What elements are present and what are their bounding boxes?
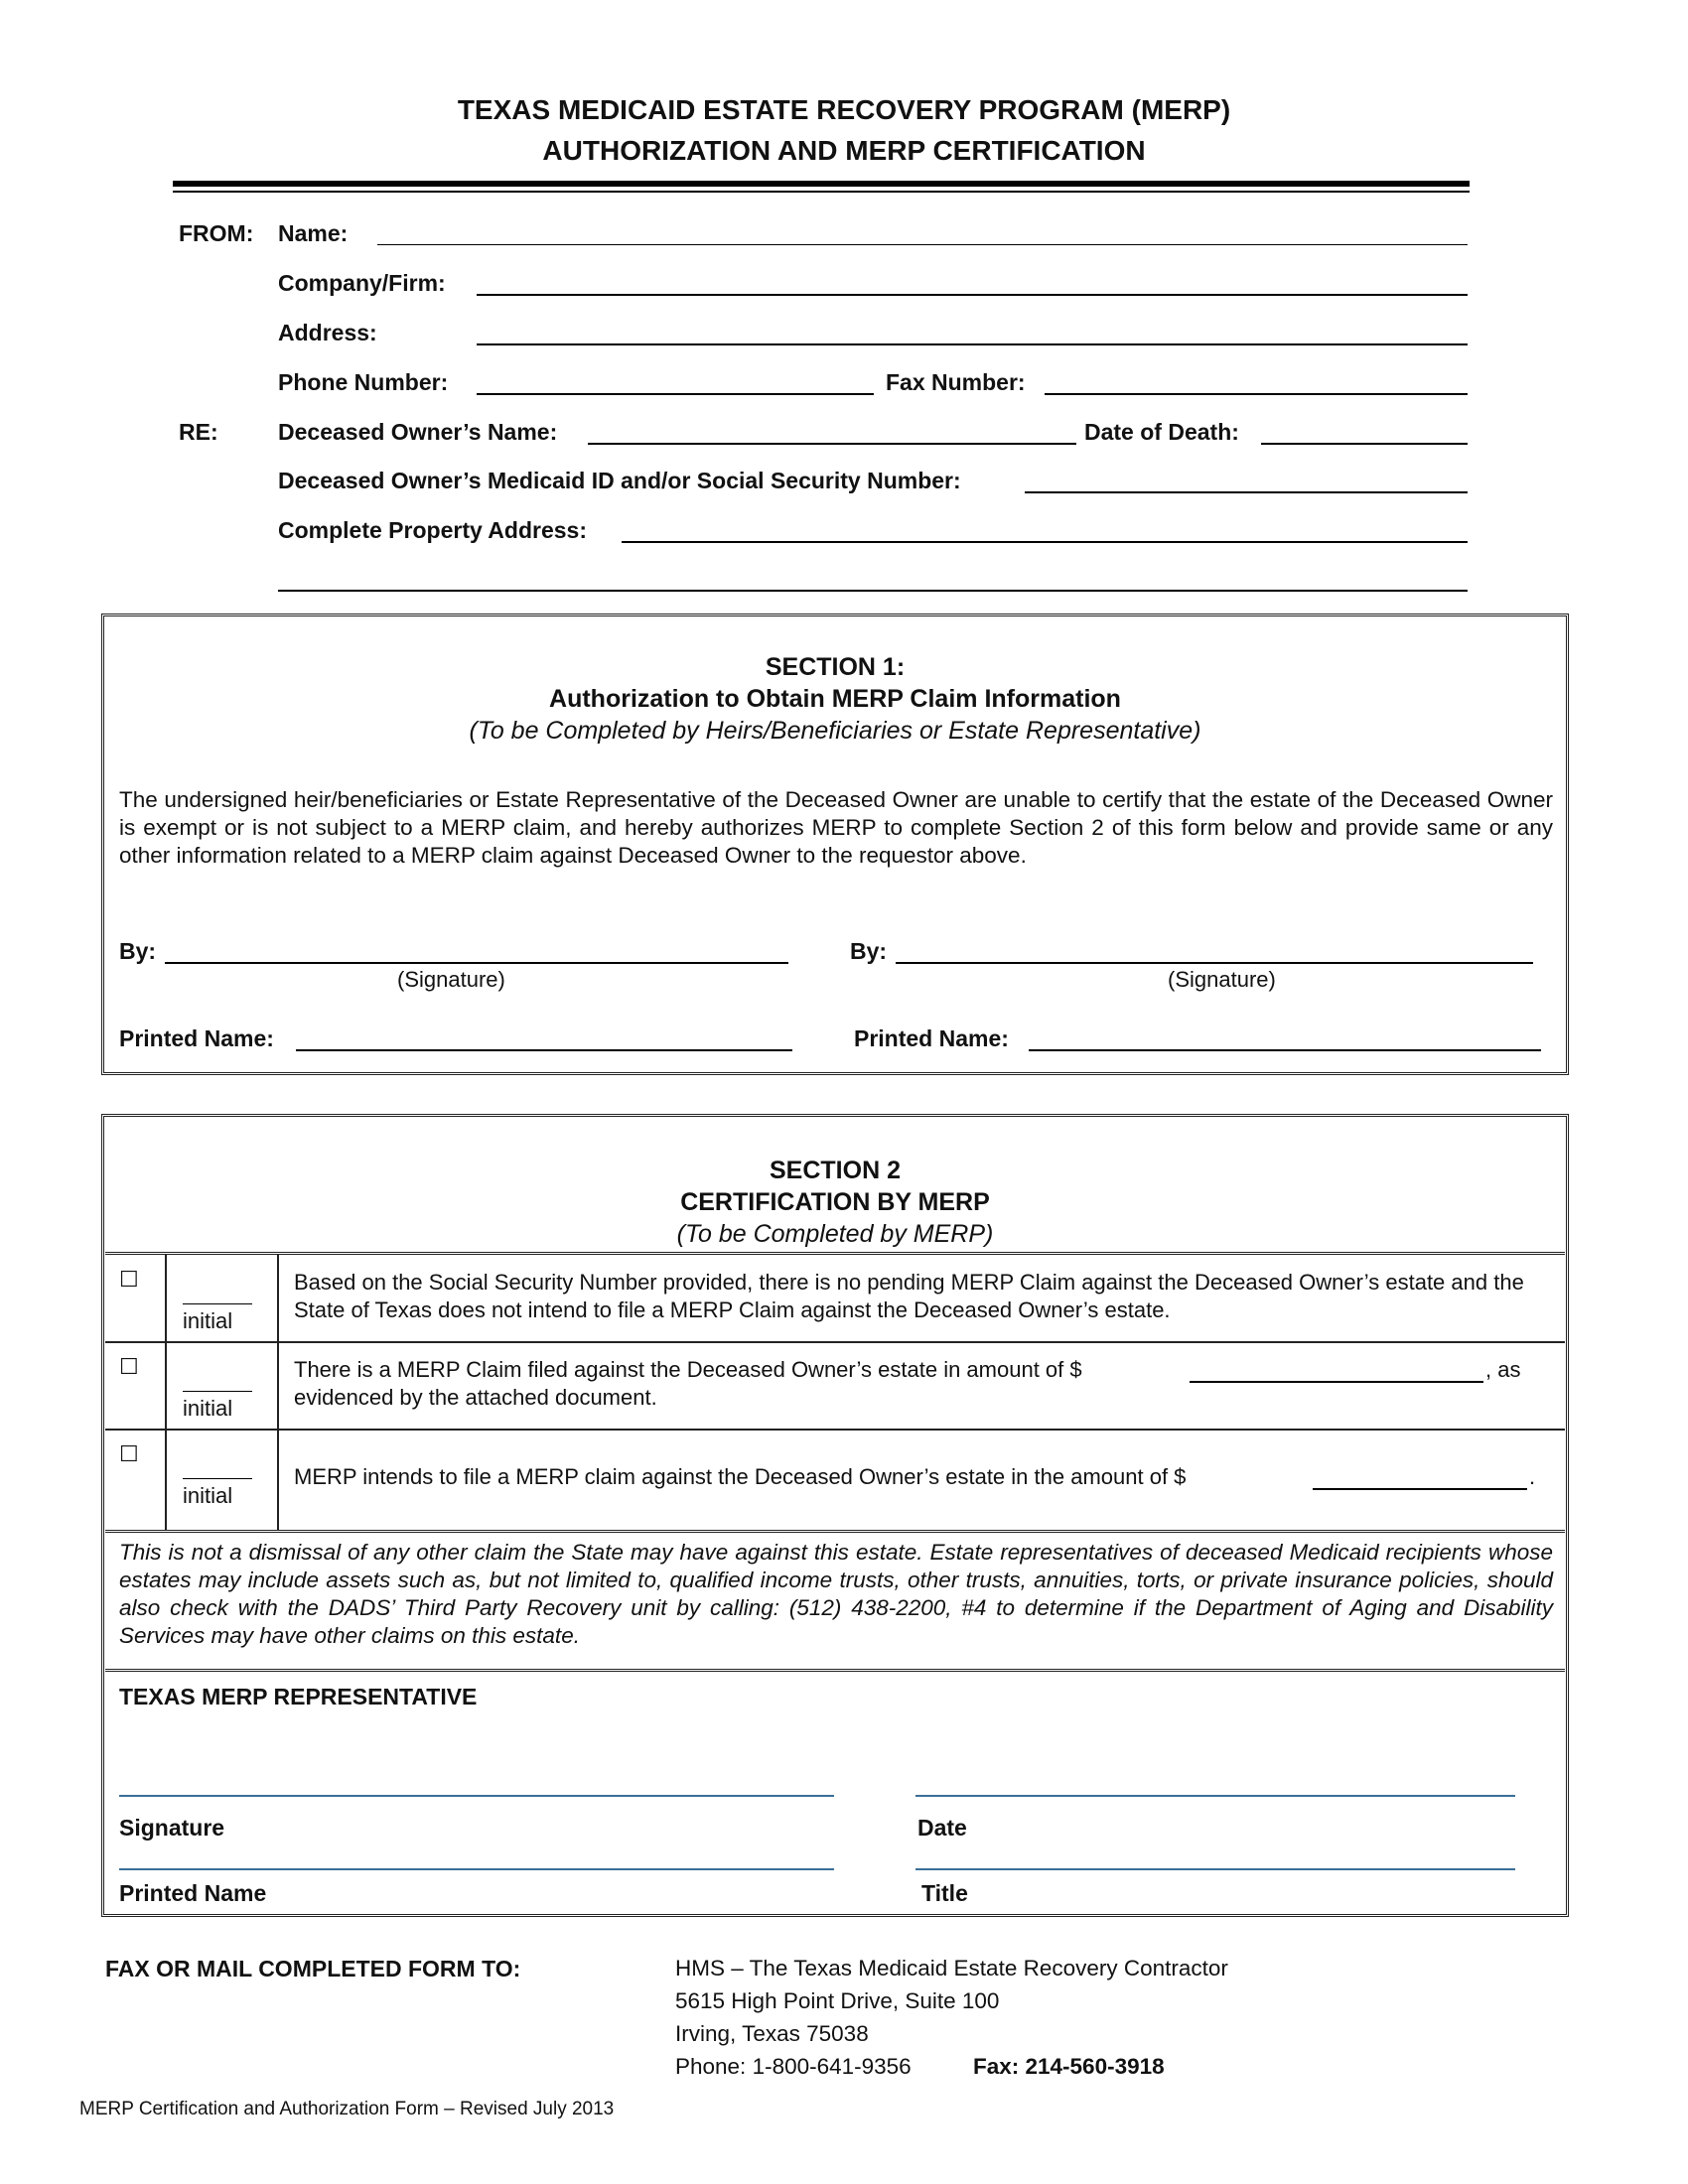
rep-title-label: Title	[921, 1880, 968, 1906]
company-field[interactable]	[477, 294, 1468, 296]
phone-label: Phone Number:	[278, 369, 449, 395]
address-field[interactable]	[477, 343, 1468, 345]
initial-label-row3: initial	[183, 1483, 233, 1508]
header-rule-thin	[173, 191, 1470, 193]
initial-field-row1[interactable]	[183, 1303, 252, 1304]
form-title-line2: AUTHORIZATION AND MERP CERTIFICATION	[542, 135, 1146, 166]
section2-subtitle: (To be Completed by MERP)	[676, 1220, 994, 1248]
form-title-line1: TEXAS MEDICAID ESTATE RECOVERY PROGRAM (MERP)	[457, 94, 1231, 125]
row1-text: Based on the Social Security Number provided, there is no pending MERP Claim against the Deceased Owner’s estate and the State of Texas does not intend to file a MERP Claim against the Deceased Owner’s estate.	[294, 1270, 1524, 1322]
rep-date-label: Date	[917, 1815, 967, 1841]
checkbox-intends-claim[interactable]: ☐	[119, 1441, 139, 1466]
medicaid-id-field[interactable]	[1025, 491, 1468, 493]
re-label: RE:	[179, 419, 218, 445]
property-address-label: Complete Property Address:	[278, 517, 587, 543]
by-label-left: By:	[119, 938, 157, 964]
intended-amount-field[interactable]	[1313, 1488, 1527, 1490]
section1-subtitle: (To be Completed by Heirs/Beneficiaries or Estate Representative)	[469, 717, 1201, 745]
rep-signature-field[interactable]	[119, 1795, 834, 1797]
section1-heading: SECTION 1:	[765, 653, 906, 681]
contractor-phone: Phone: 1-800-641-9356	[675, 2054, 912, 2079]
printed-name-label-left: Printed Name:	[119, 1025, 274, 1051]
initial-field-row3[interactable]	[183, 1478, 252, 1479]
phone-field[interactable]	[477, 393, 874, 395]
section2-notice: This is not a dismissal of any other claim the State may have against this estate. Estate representatives of deceased Medicaid recipients whose estates may include assets such as, but not limited to, qualified income trusts, other trusts, annuities, torts, or private insurance policies, should also check with the DADS’ Third Party Recovery unit by calling: (512) 438-2200, #4 to determine if the Department of Aging and Disability Services may have other claims on this estate.	[119, 1540, 1553, 1648]
signature-caption-left: (Signature)	[397, 967, 505, 992]
contractor-street: 5615 High Point Drive, Suite 100	[675, 1988, 1000, 2013]
name-field[interactable]	[377, 244, 1468, 245]
form-revision: MERP Certification and Authorization Form – Revised July 2013	[79, 2099, 615, 2119]
table-top-rule	[105, 1252, 1565, 1258]
printed-name-label-right: Printed Name:	[854, 1025, 1009, 1051]
claim-amount-field[interactable]	[1190, 1381, 1483, 1383]
by-label-right: By:	[850, 938, 888, 964]
send-form-label: FAX OR MAIL COMPLETED FORM TO:	[105, 1956, 521, 1981]
table-col-rule-1	[165, 1254, 167, 1530]
from-label: FROM:	[179, 220, 254, 246]
checkbox-no-claim[interactable]: ☐	[119, 1267, 139, 1292]
date-of-death-field[interactable]	[1261, 443, 1468, 445]
rep-title-field[interactable]	[915, 1868, 1515, 1870]
medicaid-id-label: Deceased Owner’s Medicaid ID and/or Social Security Number:	[278, 468, 961, 493]
signature-field-right[interactable]	[896, 962, 1533, 964]
contractor-name: HMS – The Texas Medicaid Estate Recovery Contractor	[675, 1956, 1228, 1980]
fax-label: Fax Number:	[886, 369, 1026, 395]
printed-name-field-right[interactable]	[1029, 1049, 1541, 1051]
deceased-name-label: Deceased Owner’s Name:	[278, 419, 558, 445]
printed-name-field-left[interactable]	[296, 1049, 792, 1051]
signature-field-left[interactable]	[165, 962, 788, 964]
rep-printed-name-field[interactable]	[119, 1868, 834, 1870]
deceased-name-field[interactable]	[588, 443, 1076, 445]
fax-field[interactable]	[1045, 393, 1468, 395]
row2-text-b: , as	[1485, 1357, 1521, 1382]
rep-printed-name-label: Printed Name	[119, 1880, 267, 1906]
table-row-rule-1	[105, 1341, 1565, 1343]
rep-signature-label: Signature	[119, 1815, 225, 1841]
section2-title: CERTIFICATION BY MERP	[680, 1188, 990, 1216]
header-rule-thick	[173, 181, 1470, 187]
company-label: Company/Firm:	[278, 270, 446, 296]
row3-text-b: .	[1529, 1464, 1536, 1489]
section2-heading: SECTION 2	[770, 1157, 901, 1184]
signature-caption-right: (Signature)	[1168, 967, 1276, 992]
initial-label-row2: initial	[183, 1396, 233, 1421]
table-col-rule-2	[277, 1254, 279, 1530]
row2-text-a: There is a MERP Claim filed against the Deceased Owner’s estate in amount of $	[294, 1357, 1082, 1382]
section1-title: Authorization to Obtain MERP Claim Information	[549, 685, 1121, 713]
section1-body: The undersigned heir/beneficiaries or Estate Representative of the Deceased Owner are unable to certify that the estate of the Deceased Owner is exempt or is not subject to a MERP claim, and hereby authorizes MERP to complete Section 2 of this form below and provide same or any other information related to a MERP claim against Deceased Owner to the requestor above.	[119, 787, 1553, 868]
notice-bottom-rule	[105, 1669, 1565, 1675]
name-label: Name:	[278, 220, 349, 246]
table-bottom-rule	[105, 1530, 1565, 1533]
initial-label-row1: initial	[183, 1308, 233, 1333]
address-label: Address:	[278, 320, 377, 345]
initial-field-row2[interactable]	[183, 1391, 252, 1392]
contractor-fax: Fax: 214-560-3918	[973, 2054, 1165, 2079]
property-address-field-line2[interactable]	[278, 590, 1468, 592]
property-address-field[interactable]	[622, 541, 1468, 543]
merp-rep-label: TEXAS MERP REPRESENTATIVE	[119, 1684, 478, 1709]
table-row-rule-2	[105, 1429, 1565, 1431]
contractor-city: Irving, Texas 75038	[675, 2021, 869, 2046]
rep-date-field[interactable]	[915, 1795, 1515, 1797]
row3-text-a: MERP intends to file a MERP claim against the Deceased Owner’s estate in the amount of $	[294, 1464, 1187, 1489]
checkbox-claim-filed[interactable]: ☐	[119, 1354, 139, 1379]
date-of-death-label: Date of Death:	[1084, 419, 1239, 445]
row2-text-c: evidenced by the attached document.	[294, 1385, 657, 1410]
